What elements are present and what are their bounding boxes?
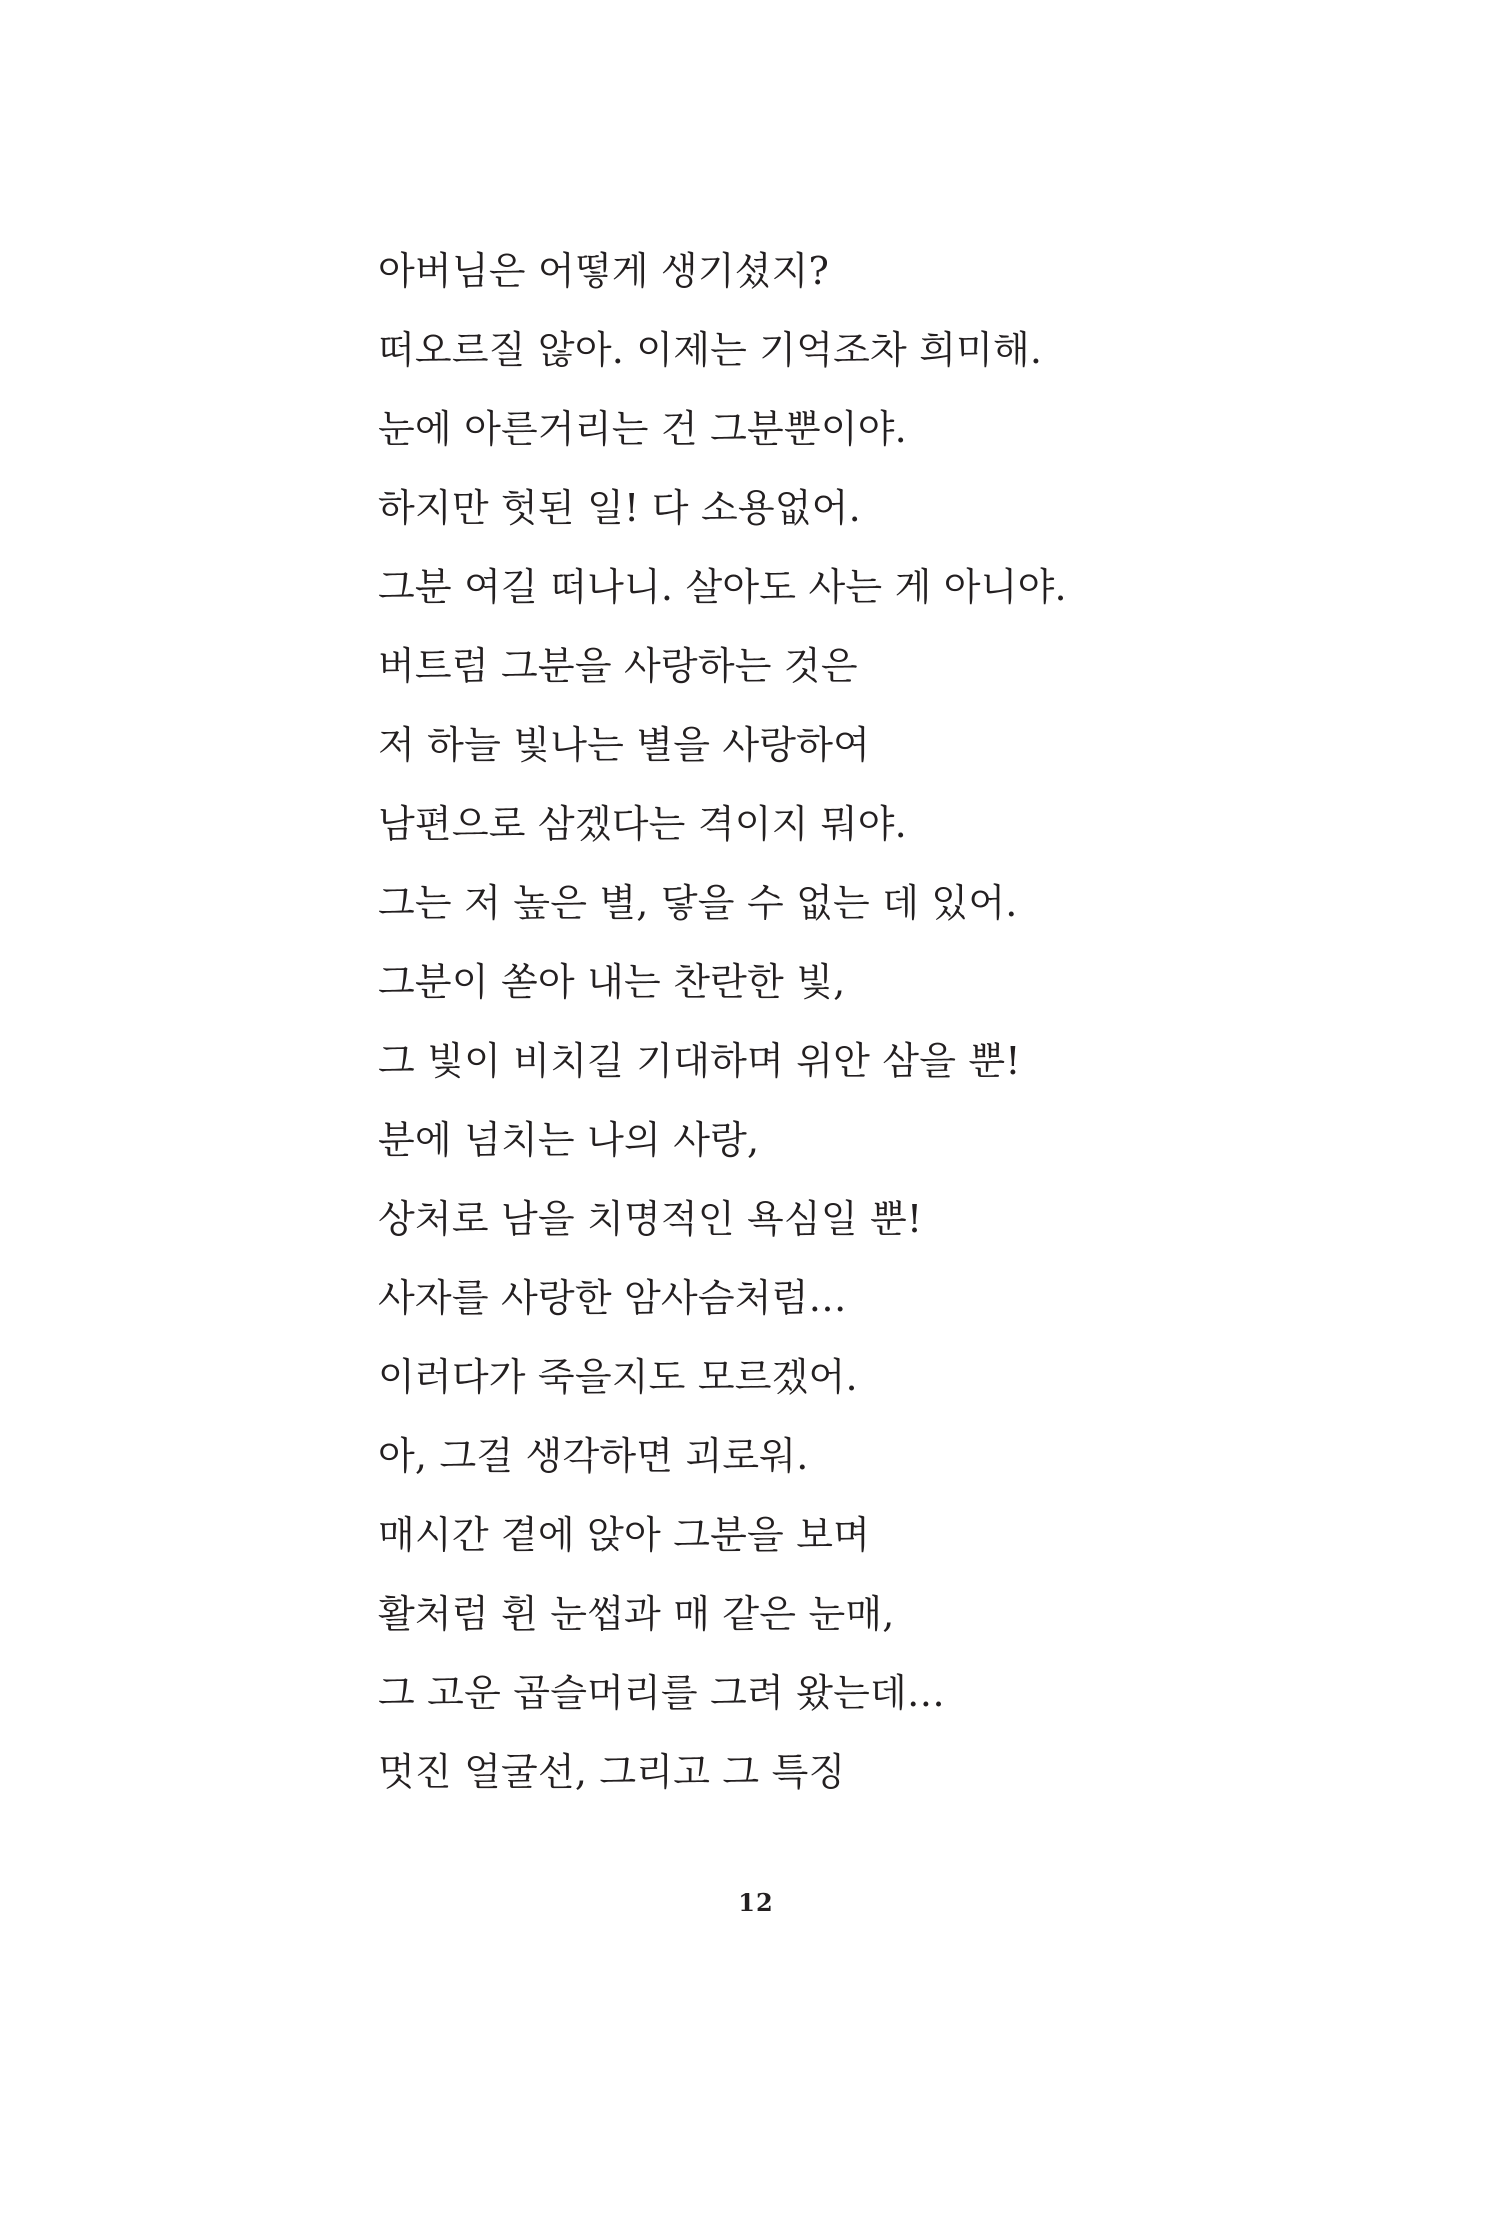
poem-line: 저 하늘 빛나는 별을 사랑하여: [378, 723, 871, 767]
page-number: 12: [738, 1888, 774, 1917]
poem-line: 그분 여길 떠나니. 살아도 사는 게 아니야.: [378, 565, 1067, 609]
poem-line: 하지만 헛된 일! 다 소용없어.: [378, 486, 861, 530]
poem-line: 그분이 쏟아 내는 찬란한 빛,: [378, 960, 846, 1004]
poem-line: 그는 저 높은 별, 닿을 수 없는 데 있어.: [378, 881, 1018, 925]
poem-line: 상처로 남을 치명적인 욕심일 뿐!: [378, 1197, 923, 1241]
poem-line: 그 고운 곱슬머리를 그려 왔는데…: [378, 1671, 946, 1715]
poem-line: 눈에 아른거리는 건 그분뿐이야.: [378, 407, 907, 451]
poem-line: 매시간 곁에 앉아 그분을 보며: [378, 1513, 871, 1557]
poem-line: 버트럼 그분을 사랑하는 것은: [378, 644, 858, 688]
poem-line: 멋진 얼굴선, 그리고 그 특징: [378, 1750, 846, 1794]
poem-line: 남편으로 삼겠다는 격이지 뭐야.: [378, 802, 907, 846]
poem-line: 떠오르질 않아. 이제는 기억조차 희미해.: [378, 328, 1043, 372]
poem-line: 그 빛이 비치길 기대하며 위안 삼을 뿐!: [378, 1039, 1021, 1083]
poem-line: 이러다가 죽을지도 모르겠어.: [378, 1355, 858, 1399]
poem-line: 분에 넘치는 나의 사랑,: [378, 1118, 760, 1162]
poem-line: 아, 그걸 생각하면 괴로워.: [378, 1434, 809, 1478]
poem-line: 활처럼 휜 눈썹과 매 같은 눈매,: [378, 1592, 895, 1636]
poem-line: 아버님은 어떻게 생기셨지?: [378, 249, 830, 293]
poem-line: 사자를 사랑한 암사슴처럼…: [378, 1276, 847, 1320]
poem-text: [378, 245, 1067, 1825]
